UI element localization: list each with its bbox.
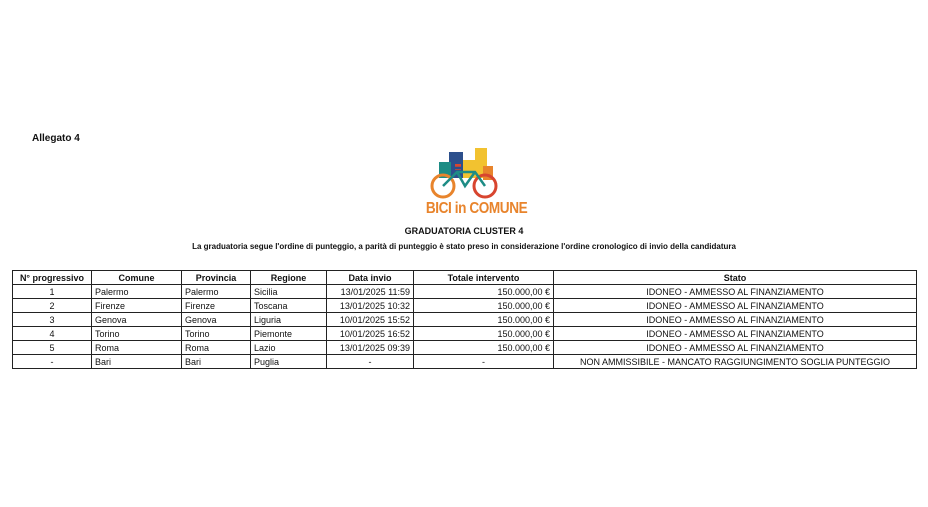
cell-totale: 150.000,00 € [414, 299, 554, 313]
column-header: Stato [554, 271, 917, 285]
logo-text: BICI in COMUNE [425, 200, 528, 217]
page-title: GRADUATORIA CLUSTER 4 [404, 226, 524, 236]
table-row [13, 285, 917, 299]
cell-data-invio: 10/01/2025 15:52 [327, 313, 414, 327]
cell-provincia: Palermo [182, 285, 251, 299]
cell-progressivo: 3 [13, 313, 92, 327]
cell-comune: Firenze [92, 299, 182, 313]
cell-totale: - [414, 355, 554, 369]
column-header: Regione [251, 271, 327, 285]
cell-regione: Toscana [251, 299, 327, 313]
cell-progressivo: 1 [13, 285, 92, 299]
cell-data-invio: 13/01/2025 10:32 [327, 299, 414, 313]
column-header: Totale intervento [414, 271, 554, 285]
cell-totale: 150.000,00 € [414, 327, 554, 341]
table-row [13, 299, 917, 313]
graduatoria-table [12, 270, 917, 369]
allegato-label: Allegato 4 [32, 133, 80, 144]
column-header: N° progressivo [13, 271, 92, 285]
cell-data-invio: 13/01/2025 11:59 [327, 285, 414, 299]
cell-provincia: Torino [182, 327, 251, 341]
cell-regione: Sicilia [251, 285, 327, 299]
cell-data-invio: 13/01/2025 09:39 [327, 341, 414, 355]
table-row [13, 327, 917, 341]
cell-provincia: Roma [182, 341, 251, 355]
cell-comune: Palermo [92, 285, 182, 299]
table-row [13, 313, 917, 327]
cell-data-invio: 10/01/2025 16:52 [327, 327, 414, 341]
cell-progressivo: 5 [13, 341, 92, 355]
column-header: Provincia [182, 271, 251, 285]
cell-stato: IDONEO - AMMESSO AL FINANZIAMENTO [554, 285, 917, 299]
cell-regione: Piemonte [251, 327, 327, 341]
cell-progressivo: 2 [13, 299, 92, 313]
column-header: Data invio [327, 271, 414, 285]
cell-comune: Torino [92, 327, 182, 341]
cell-stato: IDONEO - AMMESSO AL FINANZIAMENTO [554, 313, 917, 327]
cell-stato: IDONEO - AMMESSO AL FINANZIAMENTO [554, 299, 917, 313]
table-row [13, 341, 917, 355]
cell-totale: 150.000,00 € [414, 313, 554, 327]
logo-graphic-icon [419, 146, 511, 202]
cell-totale: 150.000,00 € [414, 285, 554, 299]
page-subtitle: La graduatoria segue l'ordine di punteggio, a parità di punteggio è stato preso in considerazione l'ordine cronologico di invio della candidatura [192, 242, 736, 251]
cell-comune: Bari [92, 355, 182, 369]
cell-regione: Lazio [251, 341, 327, 355]
cell-provincia: Genova [182, 313, 251, 327]
cell-data-invio: - [327, 355, 414, 369]
table-header-row [13, 271, 917, 285]
cell-provincia: Firenze [182, 299, 251, 313]
cell-comune: Genova [92, 313, 182, 327]
cell-progressivo: - [13, 355, 92, 369]
cell-stato: IDONEO - AMMESSO AL FINANZIAMENTO [554, 327, 917, 341]
cell-stato: IDONEO - AMMESSO AL FINANZIAMENTO [554, 341, 917, 355]
cell-provincia: Bari [182, 355, 251, 369]
cell-totale: 150.000,00 € [414, 341, 554, 355]
cell-stato: NON AMMISSIBILE - MANCATO RAGGIUNGIMENTO SOGLIA PUNTEGGIO [554, 355, 917, 369]
bici-in-comune-logo [419, 146, 528, 222]
cell-progressivo: 4 [13, 327, 92, 341]
column-header: Comune [92, 271, 182, 285]
cell-regione: Puglia [251, 355, 327, 369]
cell-regione: Liguria [251, 313, 327, 327]
table-row [13, 355, 917, 369]
cell-comune: Roma [92, 341, 182, 355]
